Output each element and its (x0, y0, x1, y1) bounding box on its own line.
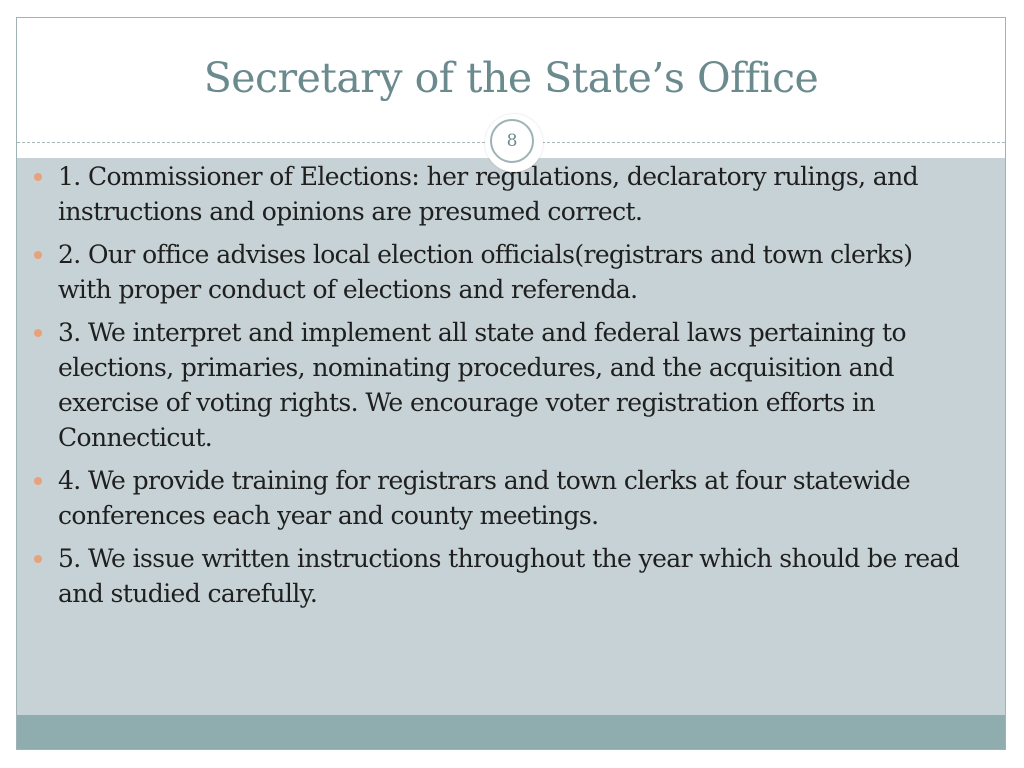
bullet-item (34, 463, 964, 533)
footer-bar (17, 715, 1005, 749)
slide-number: 8 (490, 119, 534, 163)
bullet-text: 3. We interpret and implement all state and federal laws pertaining to elections, primaries, nominating procedures, and the acquisition and exercise of voting rights. We encourage voter registration efforts in Connecticut. (58, 318, 906, 452)
bullet-text: 4. We provide training for registrars and town clerks at four statewide conferences each year and county meetings. (58, 466, 911, 530)
bullet-item (34, 159, 964, 229)
bullet-text: 5. We issue written instructions throughout the year which should be read and studied carefully. (58, 544, 960, 608)
bullet-text: 1. Commissioner of Elections: her regulations, declaratory rulings, and instructions and opinions are presumed correct. (58, 162, 918, 226)
bullet-item (34, 237, 964, 307)
bullet-marker-icon (34, 329, 42, 337)
bullet-item (34, 541, 964, 611)
bullet-marker-icon (34, 251, 42, 259)
bullet-text: 2. Our office advises local election officials(registrars and town clerks) with proper conduct of elections and referenda. (58, 240, 913, 304)
bullet-item (34, 315, 964, 455)
bullet-marker-icon (34, 173, 42, 181)
bullet-list (34, 159, 964, 619)
bullet-marker-icon (34, 477, 42, 485)
bullet-marker-icon (34, 555, 42, 563)
slide-title: Secretary of the State’s Office (203, 54, 819, 102)
